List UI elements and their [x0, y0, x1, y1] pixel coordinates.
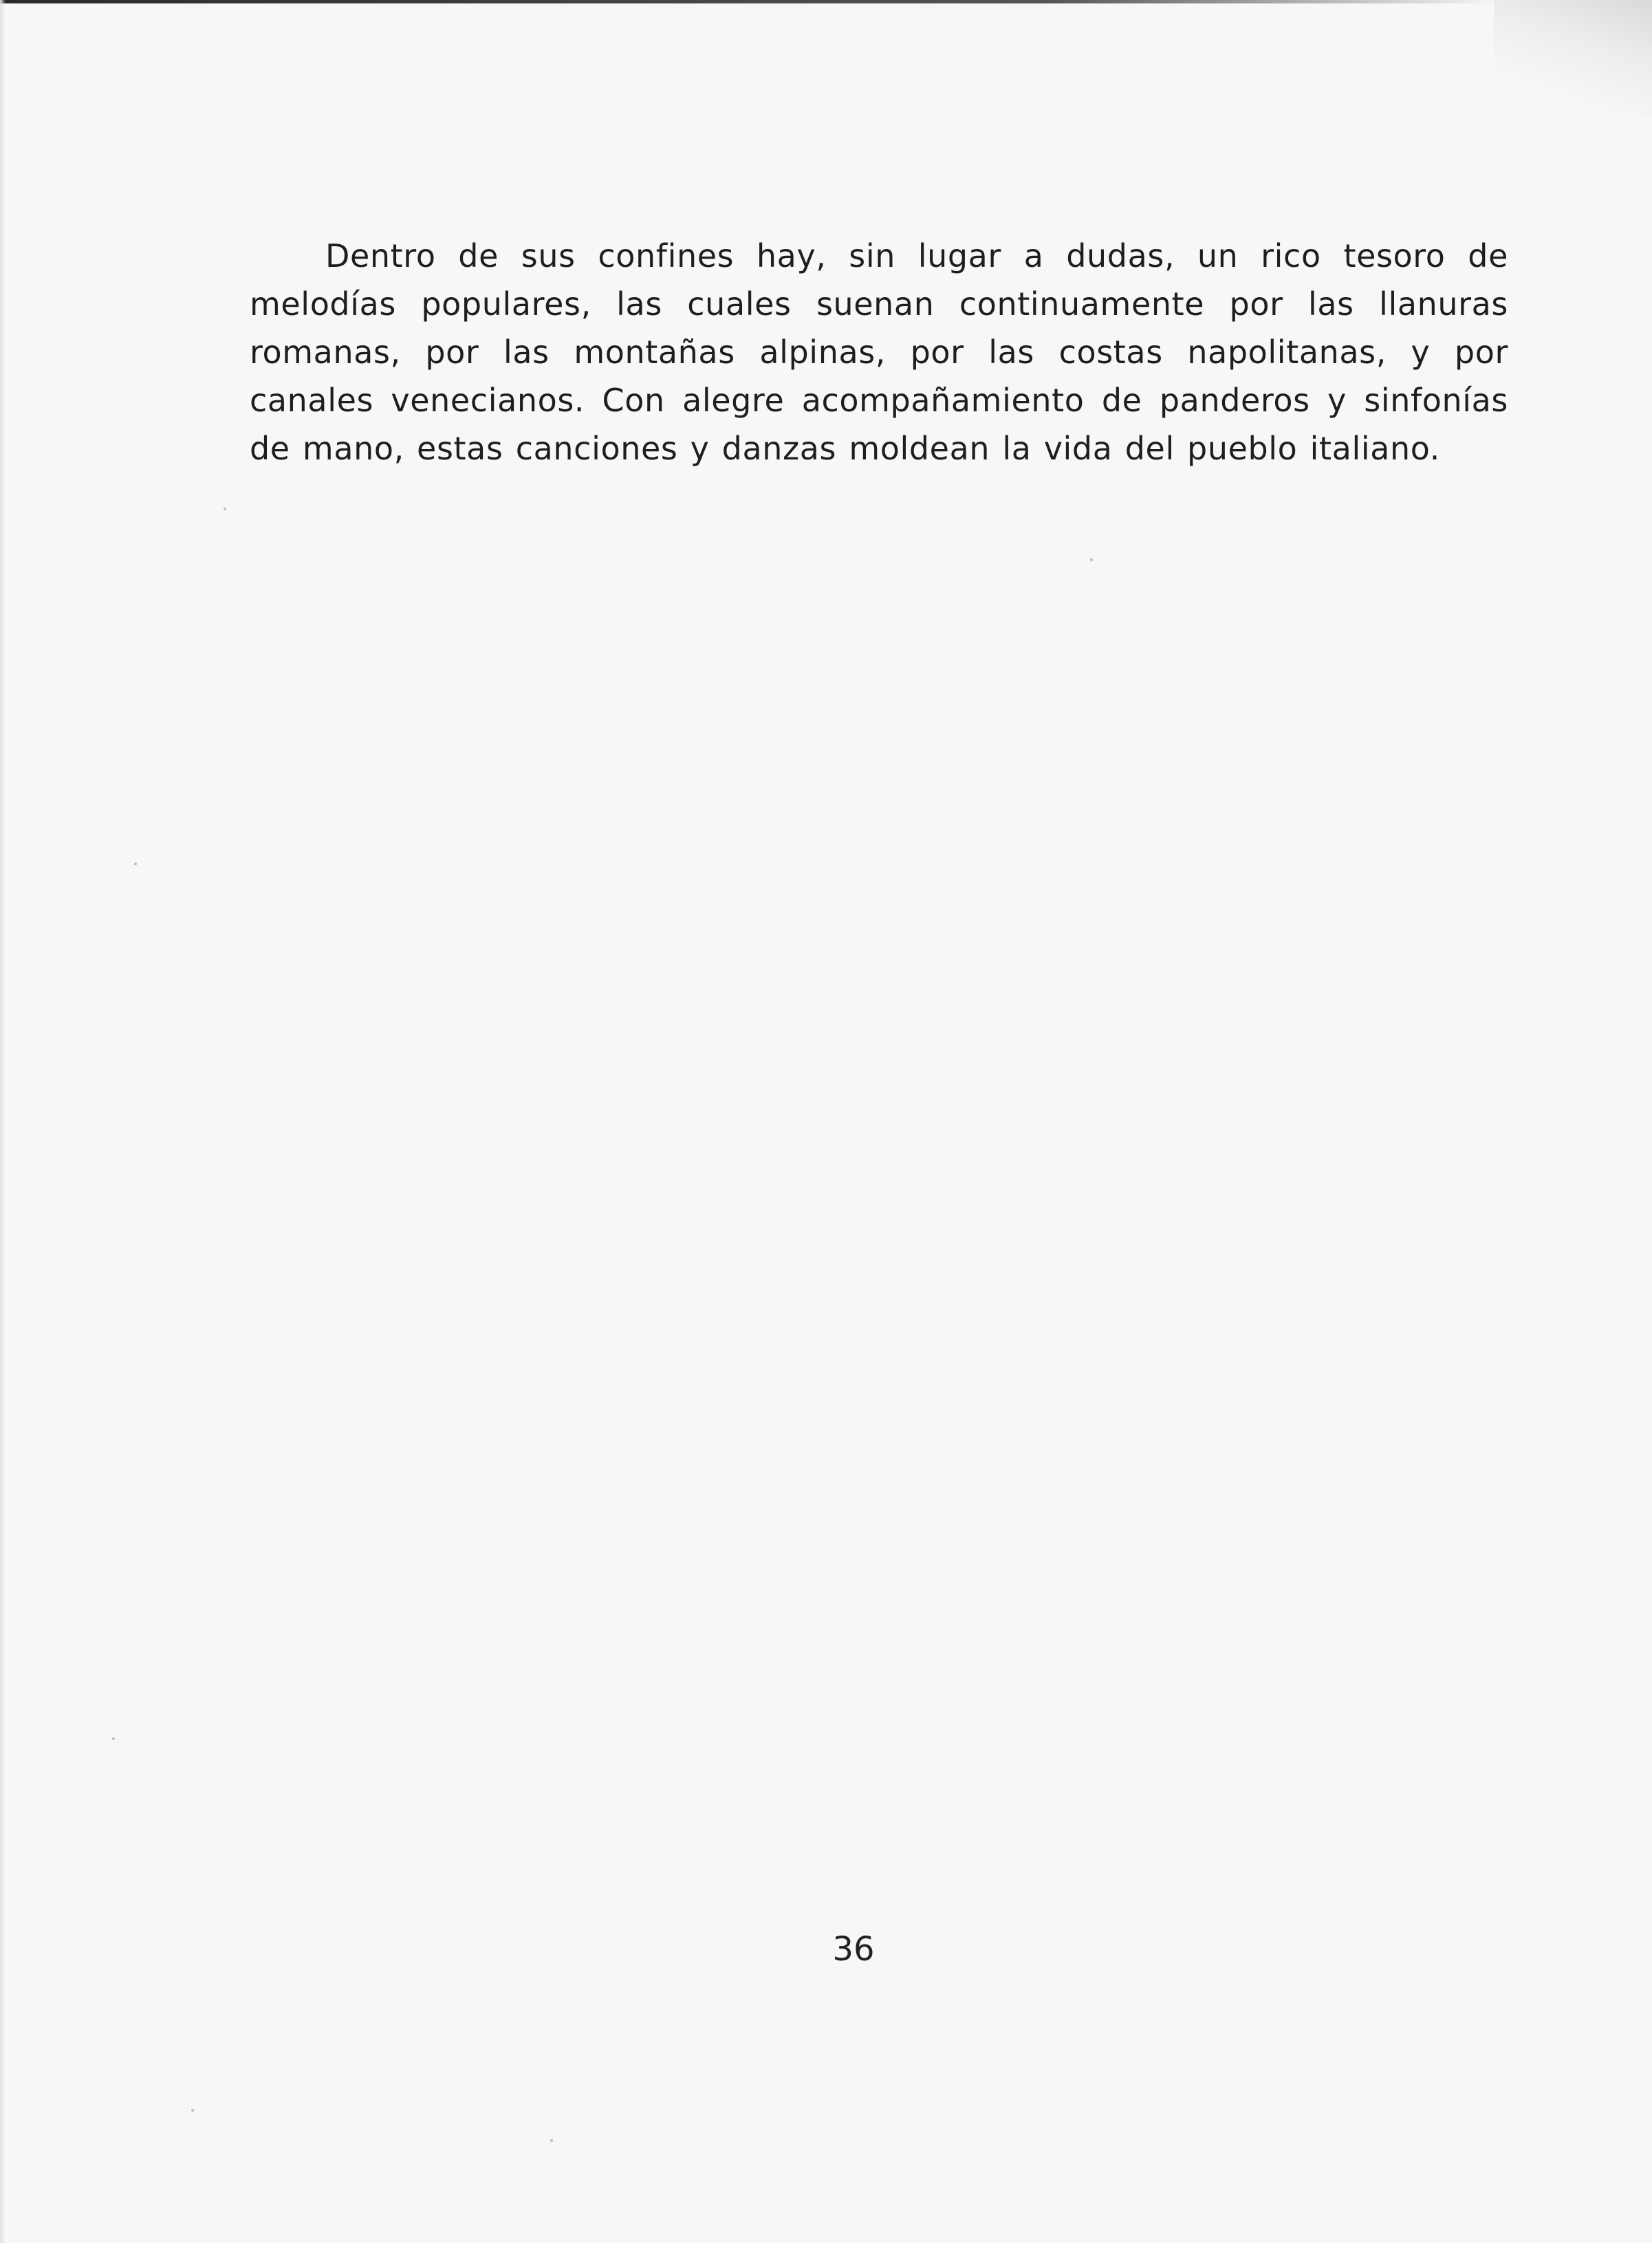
page-number: 36	[832, 1930, 875, 1969]
page-corner-shadow	[1494, 0, 1652, 117]
page-left-edge	[0, 0, 6, 2243]
paper-speck	[550, 2139, 553, 2142]
body-paragraph: Dentro de sus confines hay, sin lugar a dudas, un rico tesoro de melodías populares, las cuales suenan continuamente por las llanuras romanas, por las montañas alpinas, por las costas napolitanas, y por canales venecianos. Con alegre acompañamiento de panderos y sinfonías de mano, estas canciones y danzas moldean la vida del pueblo italiano.	[250, 237, 1508, 467]
paper-speck	[1090, 559, 1093, 561]
paper-speck	[134, 863, 137, 865]
paper-speck	[191, 2109, 194, 2112]
paper-speck	[224, 508, 226, 510]
page-top-edge	[0, 0, 1499, 3]
paper-speck	[112, 1737, 115, 1740]
